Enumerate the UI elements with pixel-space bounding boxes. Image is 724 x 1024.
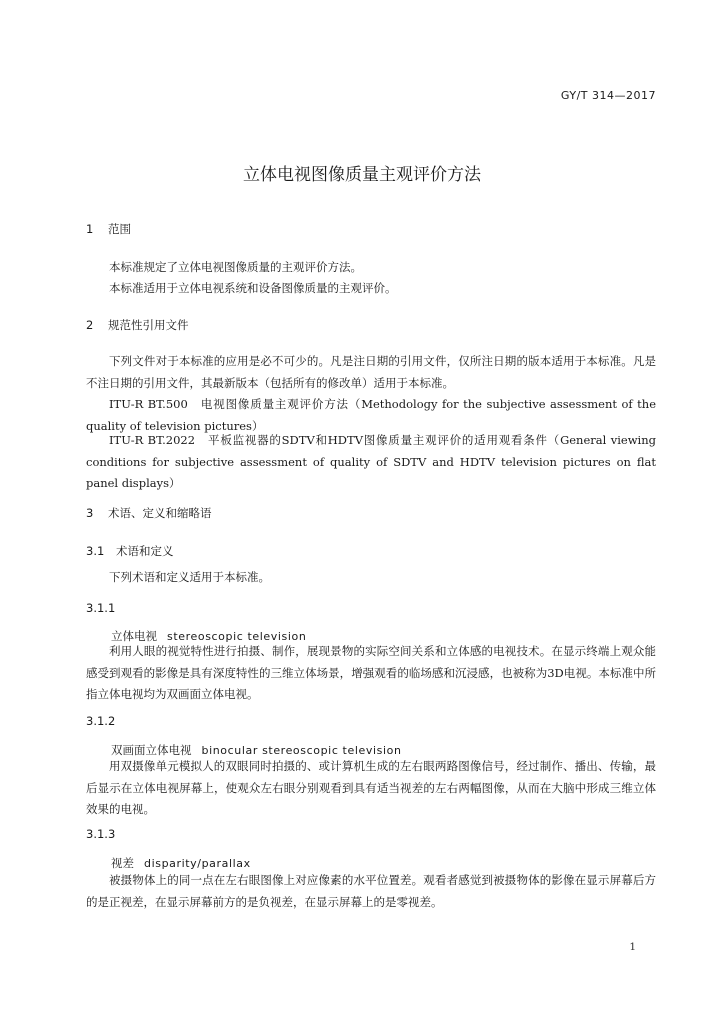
page-number: 1 bbox=[629, 941, 636, 953]
section-2-number: 2 bbox=[86, 318, 94, 332]
term-cn: 视差 bbox=[111, 856, 134, 870]
term-number: 3.1.3 bbox=[86, 827, 116, 841]
section-3-title: 术语、定义和缩略语 bbox=[108, 506, 212, 520]
reference-item: ITU-R BT.2022 平板监视器的SDTV和HDTV图像质量主观评价的适用观看条件（General viewing conditions for subjective assessment of quality of SDTV and HDTV television pictures on flat panel displays） bbox=[86, 433, 656, 490]
section-1-title: 范围 bbox=[108, 222, 131, 236]
term-definition: 被摄物体上的同一点在左右眼图像上对应像素的水平位置差。观看者感觉到被摄物体的影像在显示屏幕后方的是正视差，在显示屏幕前方的是负视差，在显示屏幕上的是零视差。 bbox=[86, 873, 656, 909]
section-2-title: 规范性引用文件 bbox=[108, 318, 189, 332]
section-3-1-intro: 下列术语和定义适用于本标准。 bbox=[109, 570, 270, 584]
document-title: 立体电视图像质量主观评价方法 bbox=[243, 165, 481, 185]
section-1-number: 1 bbox=[86, 222, 94, 236]
section-3-heading bbox=[86, 505, 212, 521]
term-en: stereoscopic television bbox=[167, 630, 307, 643]
term-cn: 立体电视 bbox=[111, 629, 157, 643]
term-number: 3.1.2 bbox=[86, 714, 116, 728]
reference-item: ITU-R BT.500 电视图像质量主观评价方法（Methodology for the subjective assessment of the quality of television pictures） bbox=[86, 397, 656, 433]
section-1-paragraph-2: 本标准适用于立体电视系统和设备图像质量的主观评价。 bbox=[109, 281, 397, 295]
term-cn: 双画面立体电视 bbox=[111, 743, 192, 757]
term-en: disparity/parallax bbox=[144, 857, 251, 870]
term-definition: 用双摄像单元模拟人的双眼同时拍摄的、或计算机生成的左右眼两路图像信号，经过制作、播出、传输，最后显示在立体电视屏幕上，使观众左右眼分别观看到具有适当视差的左右两幅图像，从而在大脑中形成三维立体效果的电视。 bbox=[86, 759, 656, 816]
term-number: 3.1.1 bbox=[86, 601, 116, 615]
section-3-1-heading bbox=[86, 543, 174, 559]
term-en: binocular stereoscopic television bbox=[201, 744, 402, 757]
section-1-paragraph-1: 本标准规定了立体电视图像质量的主观评价方法。 bbox=[109, 260, 362, 274]
section-1-heading bbox=[86, 221, 131, 237]
section-3-1-number: 3.1 bbox=[86, 544, 105, 558]
term-title bbox=[111, 855, 251, 871]
section-2-intro: 下列文件对于本标准的应用是必不可少的。凡是注日期的引用文件，仅所注日期的版本适用于本标准。凡是不注日期的引用文件，其最新版本（包括所有的修改单）适用于本标准。 bbox=[86, 354, 656, 390]
standard-number: GY/T 314—2017 bbox=[560, 89, 656, 102]
term-definition: 利用人眼的视觉特性进行拍摄、制作，展现景物的实际空间关系和立体感的电视技术。在显示终端上观众能感受到观看的影像是具有深度特性的三维立体场景，增强观看的临场感和沉浸感，也被称为3D电视。本标准中所指立体电视均为双画面立体电视。 bbox=[86, 644, 656, 701]
section-3-number: 3 bbox=[86, 506, 94, 520]
section-2-heading bbox=[86, 317, 189, 333]
section-3-1-title: 术语和定义 bbox=[116, 544, 174, 558]
